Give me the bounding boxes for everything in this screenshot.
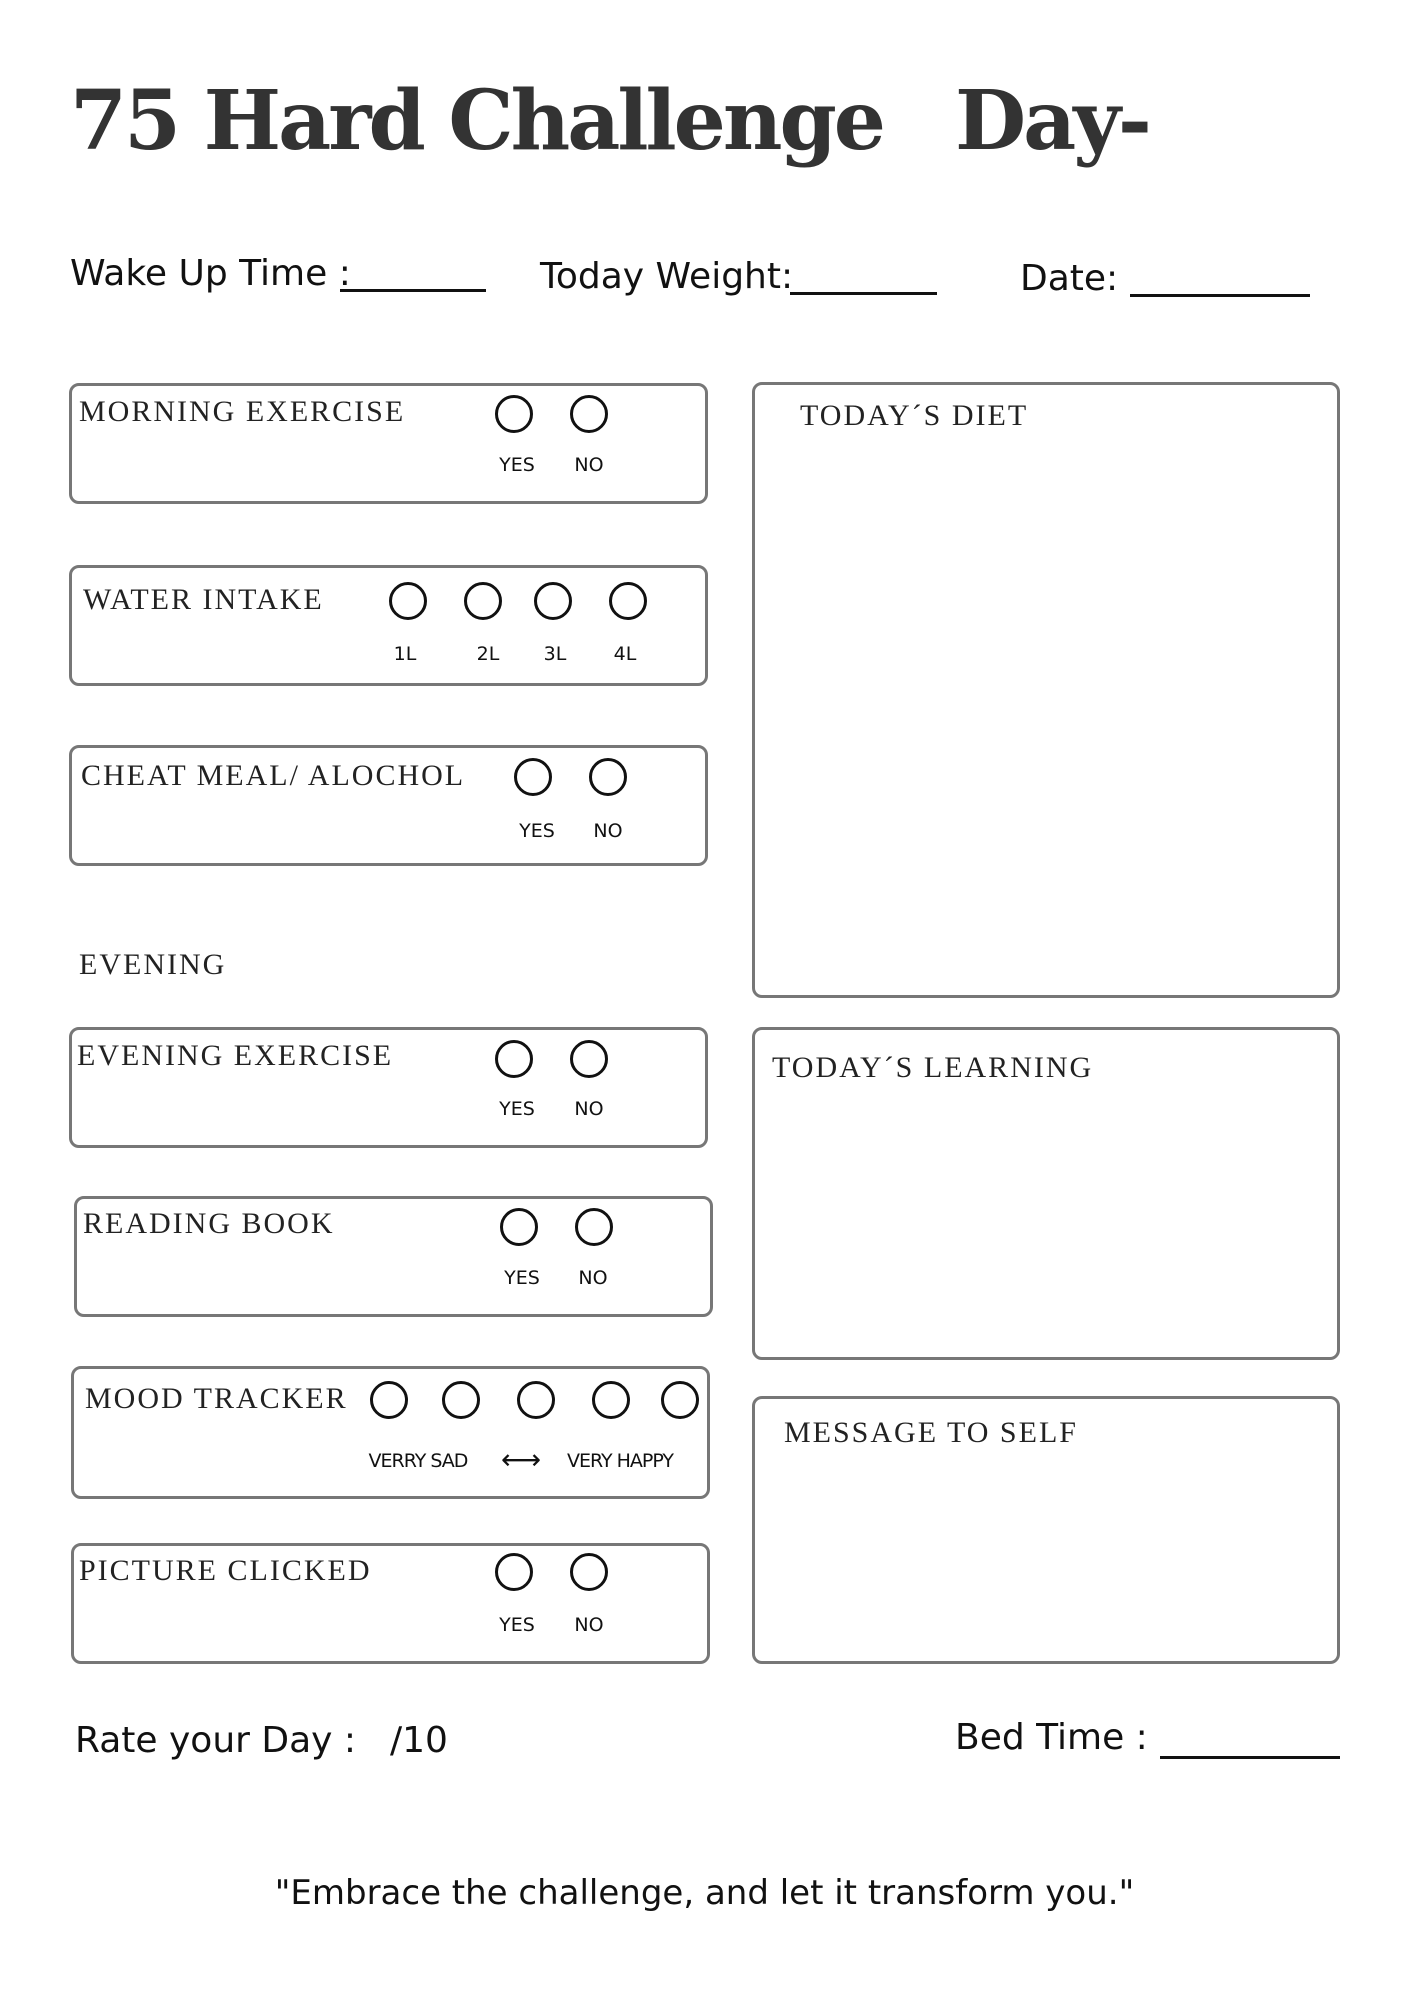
diet-panel[interactable]	[752, 382, 1340, 998]
picture-no-label: NO	[574, 1614, 604, 1636]
mood-1-radio[interactable]	[370, 1381, 408, 1419]
day-label: Day-	[955, 73, 1149, 169]
reading-yes-radio[interactable]	[500, 1208, 538, 1246]
water-1l-radio[interactable]	[389, 582, 427, 620]
mood-low-label: VERRY SAD	[368, 1450, 468, 1472]
water-3l-radio[interactable]	[534, 582, 572, 620]
evening-yes-label: YES	[499, 1098, 535, 1120]
water-2l-radio[interactable]	[464, 582, 502, 620]
evening-no-label: NO	[574, 1098, 604, 1120]
weight-label: Today Weight:	[540, 256, 794, 297]
morning-yes-radio[interactable]	[495, 395, 533, 433]
reading-book-label: READING BOOK	[83, 1207, 335, 1240]
mood-high-label: VERY HAPPY	[566, 1450, 674, 1472]
picture-yes-radio[interactable]	[495, 1553, 533, 1591]
motivational-quote: "Embrace the challenge, and let it transform you."	[274, 1873, 1135, 1913]
evening-section-label: EVENING	[79, 948, 227, 981]
evening-exercise-label: EVENING EXERCISE	[77, 1039, 394, 1072]
morning-no-label: NO	[574, 454, 604, 476]
bed-time-line[interactable]	[1160, 1756, 1340, 1759]
wake-up-label: Wake Up Time :	[70, 253, 351, 294]
page-title: 75 Hard Challenge	[70, 73, 883, 169]
reading-no-label: NO	[578, 1267, 608, 1289]
learning-panel-title: TODAY´S LEARNING	[772, 1051, 1094, 1084]
bed-time-label: Bed Time :	[955, 1717, 1148, 1758]
mood-3-radio[interactable]	[517, 1381, 555, 1419]
evening-no-radio[interactable]	[570, 1040, 608, 1078]
cheat-yes-label: YES	[519, 820, 555, 842]
picture-yes-label: YES	[499, 1614, 535, 1636]
wake-up-line[interactable]	[340, 289, 486, 292]
water-4l-label: 4L	[613, 643, 637, 665]
reading-no-radio[interactable]	[575, 1208, 613, 1246]
picture-no-radio[interactable]	[570, 1553, 608, 1591]
rate-day-suffix[interactable]: /10	[390, 1720, 448, 1761]
mood-4-radio[interactable]	[592, 1381, 630, 1419]
water-4l-radio[interactable]	[609, 582, 647, 620]
date-line[interactable]	[1130, 294, 1310, 297]
water-1l-label: 1L	[393, 643, 417, 665]
rate-day-label: Rate your Day :	[75, 1720, 357, 1761]
date-label: Date:	[1020, 258, 1119, 299]
mood-scale-arrow-icon: ⟷	[500, 1443, 542, 1476]
message-panel-title: MESSAGE TO SELF	[784, 1416, 1078, 1449]
diet-panel-title: TODAY´S DIET	[800, 399, 1029, 432]
picture-clicked-label: PICTURE CLICKED	[79, 1554, 372, 1587]
morning-exercise-label: MORNING EXERCISE	[79, 395, 406, 428]
cheat-meal-label: CHEAT MEAL/ ALOCHOL	[81, 759, 466, 792]
cheat-no-label: NO	[593, 820, 623, 842]
weight-line[interactable]	[790, 292, 937, 295]
cheat-no-radio[interactable]	[589, 758, 627, 796]
water-3l-label: 3L	[543, 643, 567, 665]
water-intake-label: WATER INTAKE	[83, 583, 324, 616]
mood-2-radio[interactable]	[442, 1381, 480, 1419]
water-2l-label: 2L	[476, 643, 500, 665]
evening-yes-radio[interactable]	[495, 1040, 533, 1078]
mood-5-radio[interactable]	[661, 1381, 699, 1419]
reading-yes-label: YES	[504, 1267, 540, 1289]
morning-yes-label: YES	[499, 454, 535, 476]
morning-no-radio[interactable]	[570, 395, 608, 433]
mood-tracker-label: MOOD TRACKER	[85, 1382, 348, 1415]
cheat-yes-radio[interactable]	[514, 758, 552, 796]
